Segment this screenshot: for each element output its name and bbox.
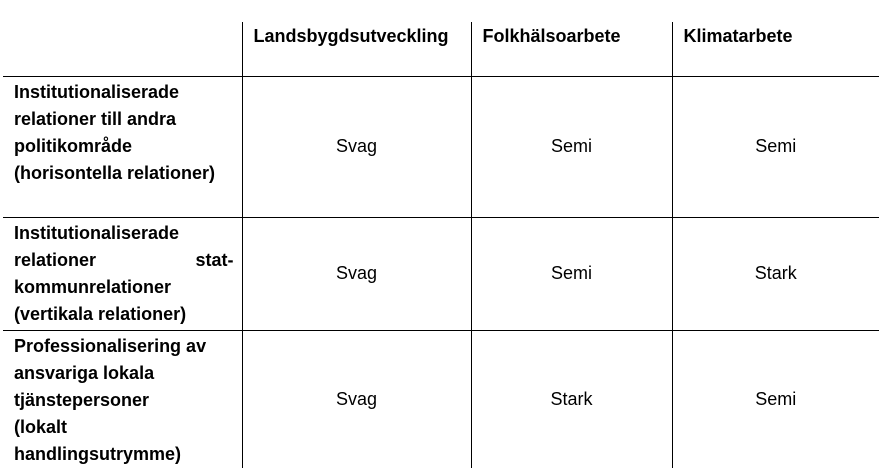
row-header-horizontal-relations	[3, 76, 242, 217]
row-header-line: tjänstepersoner	[14, 389, 150, 410]
column-header-klimatarbete: Klimatarbete	[672, 22, 879, 76]
table-cell: Stark	[471, 330, 672, 468]
header-row	[3, 22, 879, 76]
row-header-line: (lokalt	[14, 416, 68, 437]
row-header-line: Professionalisering av	[14, 335, 207, 356]
table-cell: Svag	[242, 76, 471, 217]
row-header-line: (horisontella relationer)	[14, 162, 216, 183]
table-cell: Stark	[672, 217, 879, 330]
row-header-line: (vertikala relationer)	[14, 303, 187, 324]
row-header-professionalisation	[3, 330, 242, 468]
table-cell: Semi	[471, 76, 672, 217]
column-header-landsbygdsutveckling: Landsbygdsutveckling	[242, 22, 471, 76]
comparison-table	[3, 22, 879, 468]
table-cell: Semi	[471, 217, 672, 330]
row-header-line: ansvariga lokala	[14, 362, 155, 383]
row-header-vertical-relations	[3, 217, 242, 330]
row-header-word: relationer	[14, 249, 97, 270]
table-cell: Semi	[672, 76, 879, 217]
corner-header	[3, 22, 242, 76]
table-row	[3, 217, 879, 330]
row-header-word: stat-	[195, 249, 234, 270]
row-header-line: kommunrelationer	[14, 276, 172, 297]
table-row	[3, 330, 879, 468]
row-header-line: politikområde	[14, 135, 133, 156]
row-header-line: Institutionaliserade	[14, 222, 180, 243]
column-header-folkhalsoarbete: Folkhälsoarbete	[471, 22, 672, 76]
row-header-line: relationer till andra	[14, 108, 177, 129]
table-cell: Semi	[672, 330, 879, 468]
table-cell: Svag	[242, 330, 471, 468]
row-header-line: handlingsutrymme)	[14, 443, 182, 464]
row-header-line	[14, 247, 234, 274]
table-row	[3, 76, 879, 217]
row-header-line: Institutionaliserade	[14, 81, 180, 102]
table-cell: Svag	[242, 217, 471, 330]
